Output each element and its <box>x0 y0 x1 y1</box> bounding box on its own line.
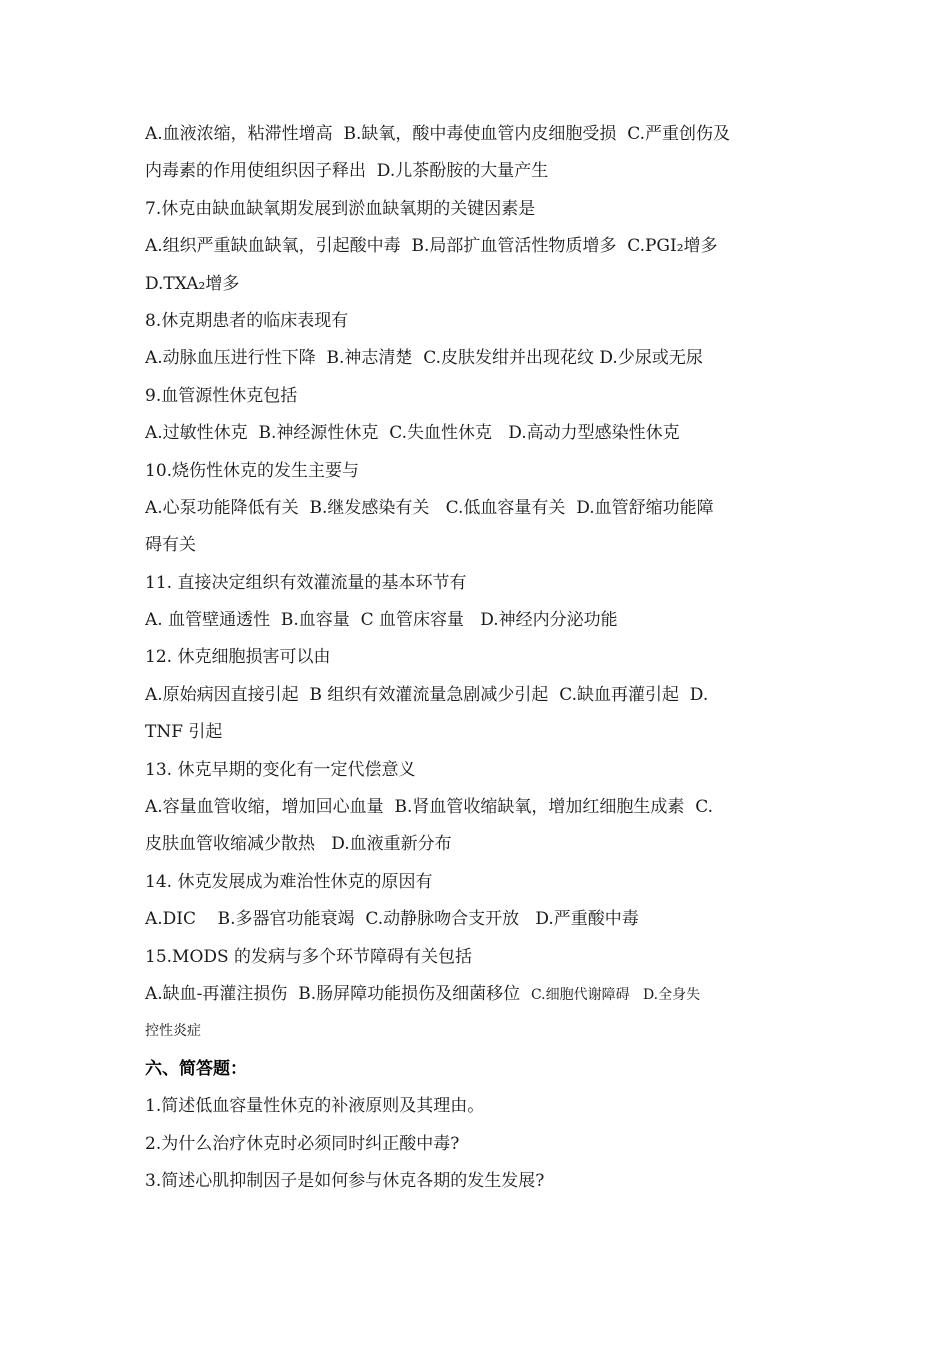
short-answer-3: 3.简述心肌抑制因子是如何参与休克各期的发生发展? <box>145 1170 545 1191</box>
short-answer-2: 2.为什么治疗休克时必须同时纠正酸中毒? <box>145 1133 460 1154</box>
text-span: D.TXA <box>145 273 199 294</box>
page-content <box>145 116 817 1200</box>
question-10-options: A.心泵功能降低有关 B.继发感染有关 C.低血容量有关 D.血管舒缩功能障 <box>145 497 714 518</box>
text-line: A.血液浓缩，粘滞性增高 B.缺氧，酸中毒使血管内皮细胞受损 C.严重创伤及 <box>145 124 730 144</box>
question-8: 8.休克期患者的临床表现有 <box>145 310 349 331</box>
short-answer-1: 1.简述低血容量性休克的补液原则及其理由。 <box>145 1096 485 1117</box>
question-14-options: A.DIC B.多器官功能衰竭 C.动静脉吻合支开放 D.严重酸中毒 <box>145 909 639 930</box>
text-span: A.组织严重缺血缺氧，引起酸中毒 B.局部扩血管活性物质增多 C.PGI <box>145 236 677 257</box>
question-10-options-cont: 碍有关 <box>145 535 196 556</box>
question-7-options-cont <box>145 266 817 303</box>
question-7-options <box>145 228 817 265</box>
question-7: 7.休克由缺血缺氧期发展到淤血缺氧期的关键因素是 <box>145 198 536 219</box>
question-12-options-cont: TNF 引起 <box>145 722 223 743</box>
question-13-options-cont: 皮肤血管收缩减少散热 D.血液重新分布 <box>145 834 452 855</box>
question-13-options: A.容量血管收缩，增加回心血量 B.肾血管收缩缺氧，增加红细胞生成素 C. <box>145 797 713 818</box>
text-span: A.缺血-再灌注损伤 B.肠屏障功能损伤及细菌移位 <box>145 983 531 1004</box>
question-15-options <box>145 976 817 1013</box>
question-12: 12. 休克细胞损害可以由 <box>145 647 331 668</box>
text-span: ₂增多 <box>676 236 718 257</box>
question-9: 9.血管源性休克包括 <box>145 385 298 406</box>
question-10: 10.烧伤性休克的发生主要与 <box>145 460 360 481</box>
text-span: ₂增多 <box>198 273 240 294</box>
text-line: 内毒素的作用使组织因子释出 D.儿茶酚胺的大量产生 <box>145 161 549 182</box>
question-11-options: A. 血管壁通透性 B.血容量 C 血管床容量 D.神经内分泌功能 <box>145 610 618 631</box>
question-12-options: A.原始病因直接引起 B 组织有效灌流量急剧减少引起 C.缺血再灌引起 D. <box>145 684 709 705</box>
question-9-options: A.过敏性休克 B.神经源性休克 C.失血性休克 D.高动力型感染性休克 <box>145 423 680 444</box>
question-13: 13. 休克早期的变化有一定代偿意义 <box>145 759 416 780</box>
section-heading: 六、简答题： <box>145 1058 247 1079</box>
question-8-options: A.动脉血压进行性下降 B.神志清楚 C.皮肤发绀并出现花纹 D.少尿或无尿 <box>145 348 703 369</box>
text-span: C.细胞代谢障碍 D.全身失 <box>530 986 701 1003</box>
question-15-options-cont: 控性炎症 <box>145 1023 201 1040</box>
question-15: 15.MODS 的发病与多个环节障碍有关包括 <box>145 946 473 967</box>
question-14: 14. 休克发展成为难治性休克的原因有 <box>145 871 433 892</box>
question-11: 11. 直接决定组织有效灌流量的基本环节有 <box>145 572 467 593</box>
